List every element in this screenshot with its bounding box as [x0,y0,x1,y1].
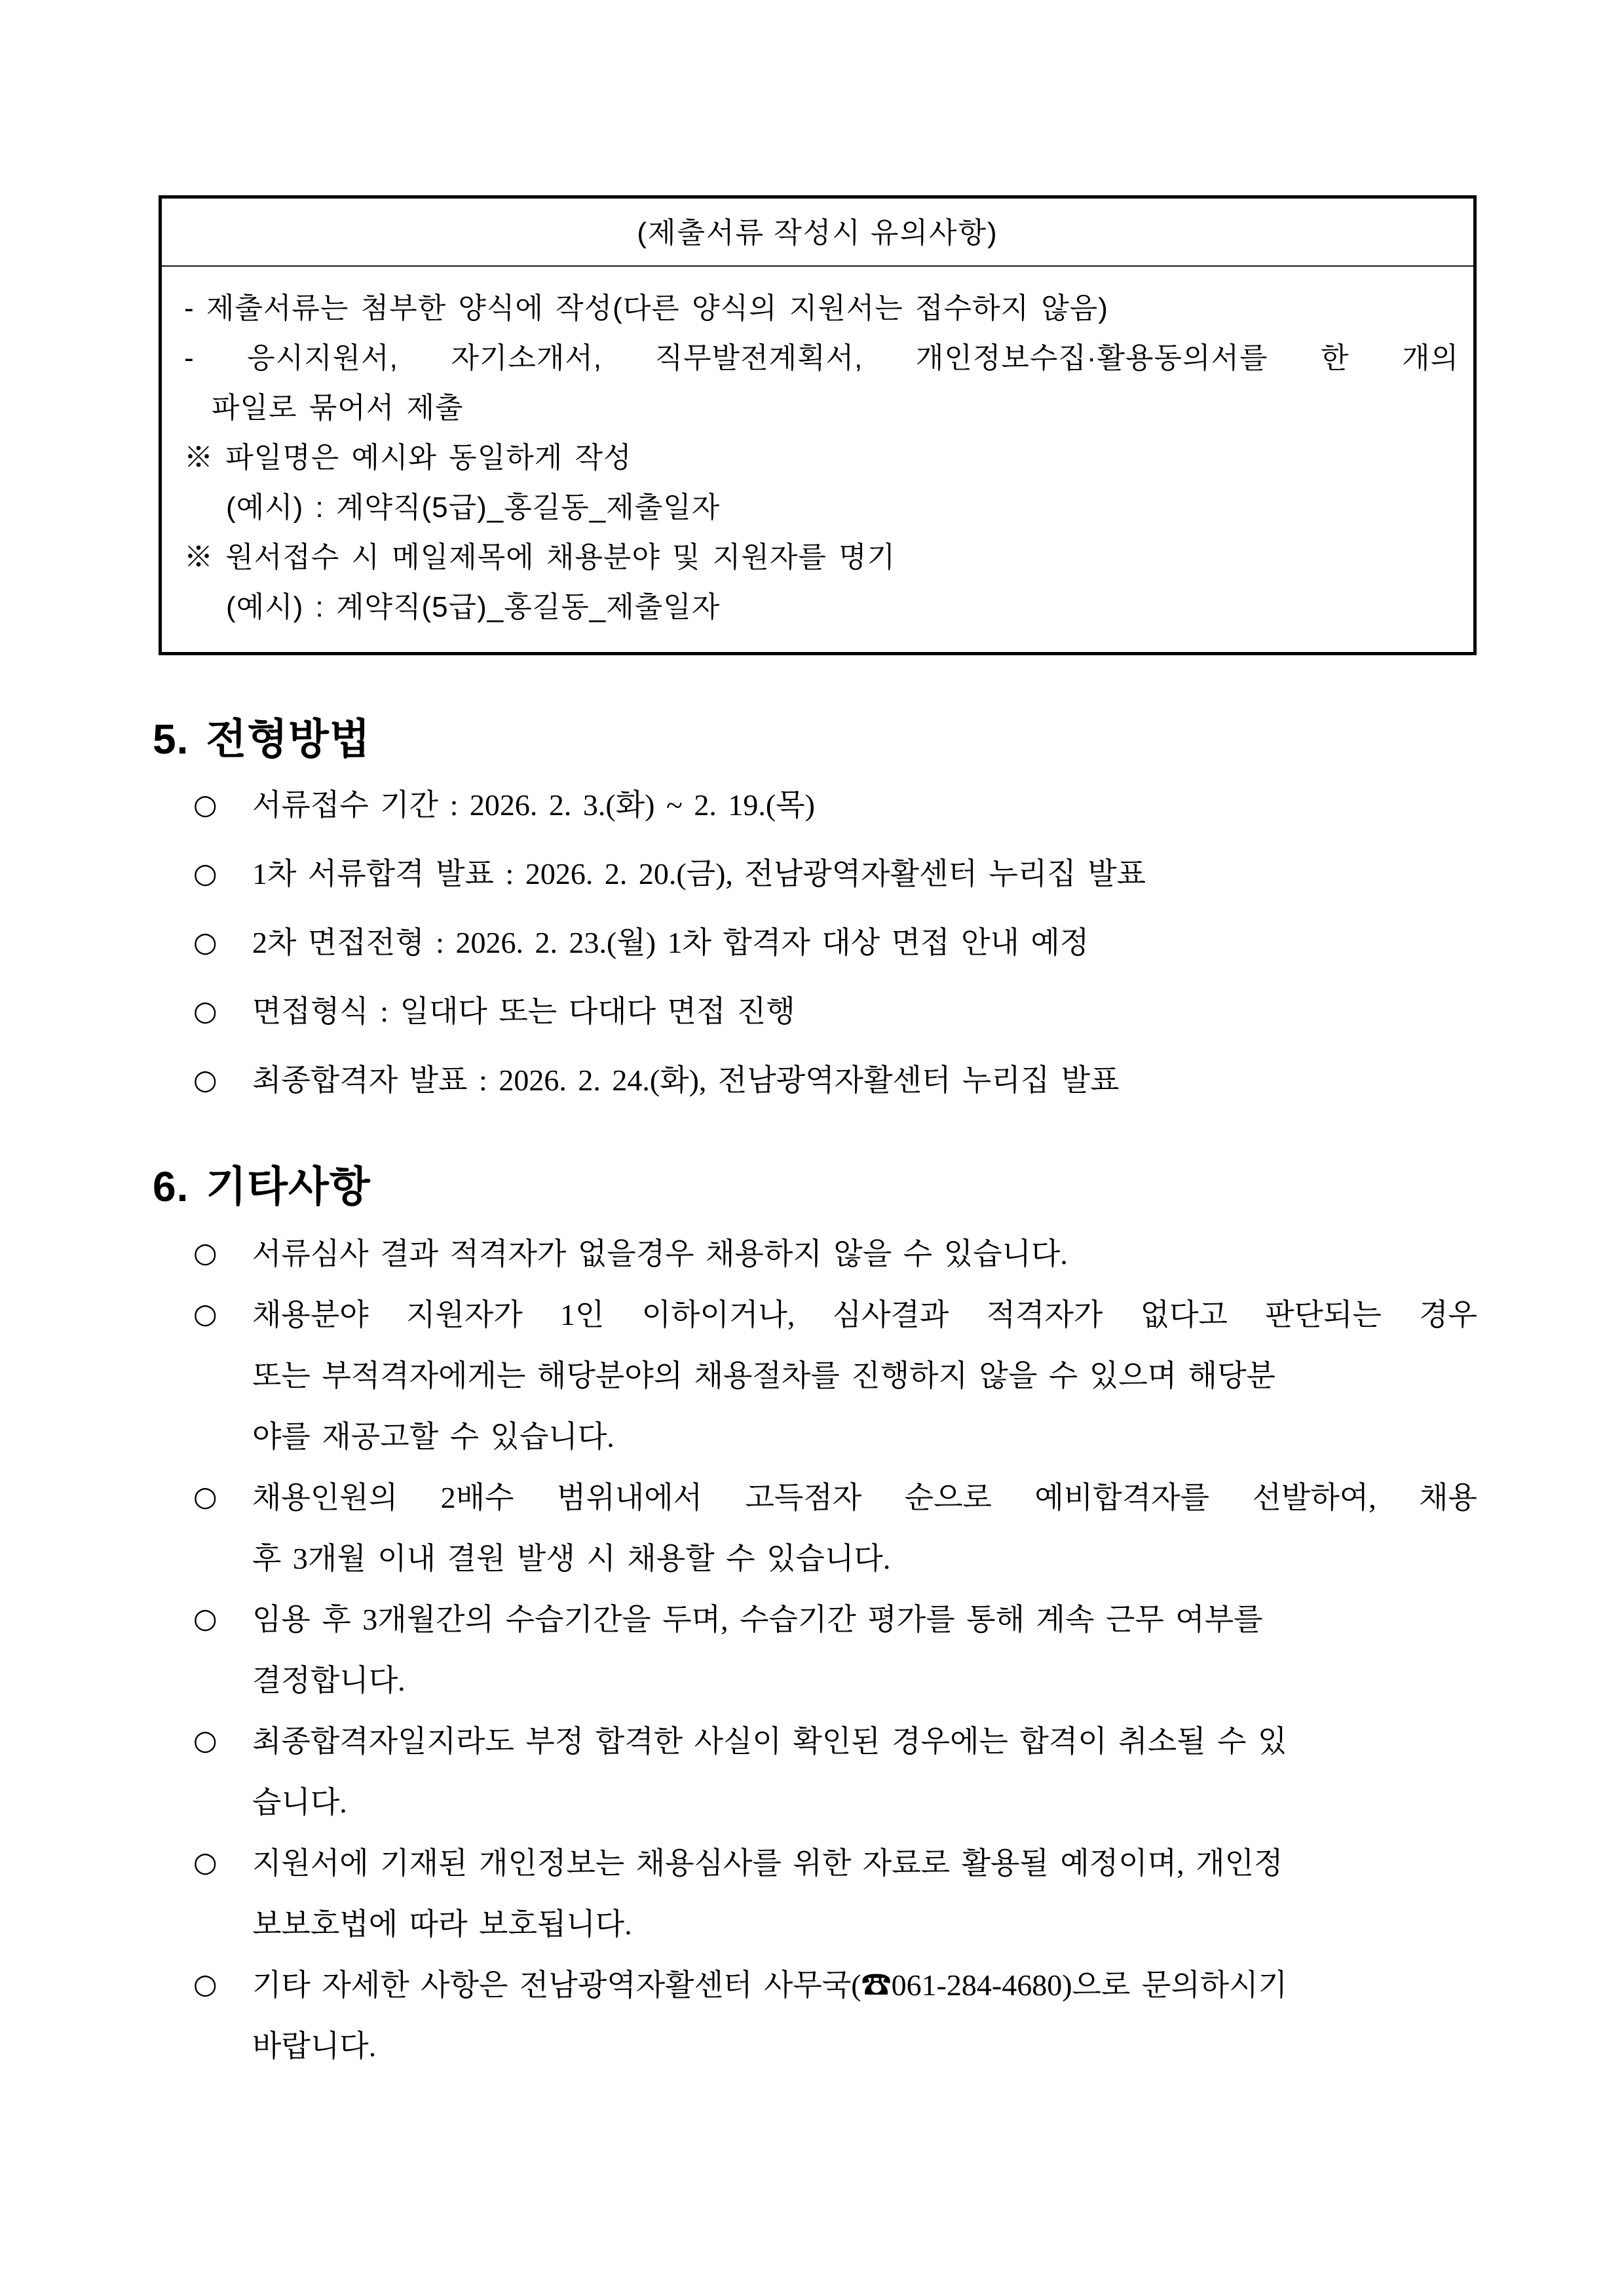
section-6-number: 6. [153,1163,189,1210]
notice-line: ※ 파일명은 예시와 동일하게 작성 [184,442,632,474]
circle-bullet-icon: ○ [193,1236,217,1269]
item-line: 습니다. [252,1786,347,1819]
item-line: 후 3개월 이내 결원 발생 시 채용할 수 있습니다. [252,1542,891,1575]
list-item [153,1589,1477,1711]
circle-bullet-icon: ○ [193,995,217,1027]
list-item [153,1955,1477,2076]
section-other-matters [153,1160,1477,2076]
circle-bullet-icon: ○ [193,1480,217,1512]
notice-line: (예시) : 계약직(5급)_홍길동_제출일자 [226,491,721,524]
circle-bullet-icon: ○ [193,926,217,958]
circle-bullet-icon: ○ [193,1724,217,1756]
list-item [153,991,1477,1031]
list-item [153,1284,1477,1467]
section-selection-method [153,713,1477,1100]
notice-line: - 응시지원서, 자기소개서, 직무발전계획서, 개인정보수집·활용동의서를 한 개의 [184,342,1459,374]
circle-bullet-icon: ○ [193,1846,217,1878]
section-6-heading [153,1160,1477,1213]
item-line: 바랍니다. [252,2029,377,2063]
list-item [153,1223,1477,1284]
item-line: 지원서에 기재된 개인정보는 채용심사를 위한 자료로 활용될 예정이며, 개인정 [252,1846,1283,1880]
notice-box-title: (제출서류 작성시 유의사항) [162,199,1473,267]
notice-line: 파일로 묶어서 제출 [212,392,464,424]
item-line: 임용 후 3개월간의 수습기간을 두며, 수습기간 평가를 통해 계속 근무 여부를 [252,1603,1263,1636]
item-line: 2차 면접전형 : 2026. 2. 23.(월) 1차 합격자 대상 면접 안내 예정 [252,926,1089,959]
document-content [153,195,1477,2076]
circle-bullet-icon: ○ [193,1063,217,1096]
item-line: 최종합격자일지라도 부정 합격한 사실이 확인된 경우에는 합격이 취소될 수 있 [252,1725,1287,1758]
item-line: 또는 부적격자에게는 해당분야의 채용절차를 진행하지 않을 수 있으며 해당분 [252,1359,1275,1392]
list-item [153,854,1477,894]
item-line: 채용분야 지원자가 1인 이하이거나, 심사결과 적격자가 없다고 판단되는 경우 [252,1298,1477,1331]
list-item [153,923,1477,963]
list-item [153,785,1477,825]
notice-box [159,195,1477,655]
item-line: 면접형식 : 일대다 또는 다대다 면접 진행 [252,995,795,1028]
item-line: 기타 자세한 사항은 전남광역자활센터 사무국(☎061-284-4680)으로 문의하시기 [252,1968,1288,2002]
item-line: 서류접수 기간 : 2026. 2. 3.(화) ~ 2. 19.(목) [252,788,815,822]
circle-bullet-icon: ○ [193,857,217,889]
section-5-number: 5. [153,716,189,763]
section-5-heading [153,713,1477,765]
section-6-title: 기타사항 [206,1163,371,1210]
circle-bullet-icon: ○ [193,1968,217,2000]
notice-box-body [162,267,1473,652]
item-line: 최종합격자 발표 : 2026. 2. 24.(화), 전남광역자활센터 누리집 발표 [252,1063,1120,1097]
item-line: 서류심사 결과 적격자가 없을경우 채용하지 않을 수 있습니다. [252,1237,1068,1271]
list-item [153,1060,1477,1100]
list-item [153,1467,1477,1589]
notice-line: ※ 원서접수 시 메일제목에 채용분야 및 지원자를 명기 [184,541,896,573]
circle-bullet-icon: ○ [193,1602,217,1634]
circle-bullet-icon: ○ [193,788,217,820]
circle-bullet-icon: ○ [193,1297,217,1330]
notice-line: (예시) : 계약직(5급)_홍길동_제출일자 [226,591,721,623]
item-line: 보보호법에 따라 보호됩니다. [252,1907,632,1941]
section-5-title: 전형방법 [206,716,371,763]
list-item [153,1711,1477,1833]
item-line: 채용인원의 2배수 범위내에서 고득점자 순으로 예비합격자를 선발하여, 채용 [252,1481,1477,1514]
item-line: 결정합니다. [252,1664,406,1697]
item-line: 야를 재공고할 수 있습니다. [252,1420,614,1453]
list-item [153,1833,1477,1955]
item-line: 1차 서류합격 발표 : 2026. 2. 20.(금), 전남광역자활센터 누리집 발표 [252,857,1146,890]
notice-line: - 제출서류는 첨부한 양식에 작성(다른 양식의 지원서는 접수하지 않음) [184,292,1108,324]
